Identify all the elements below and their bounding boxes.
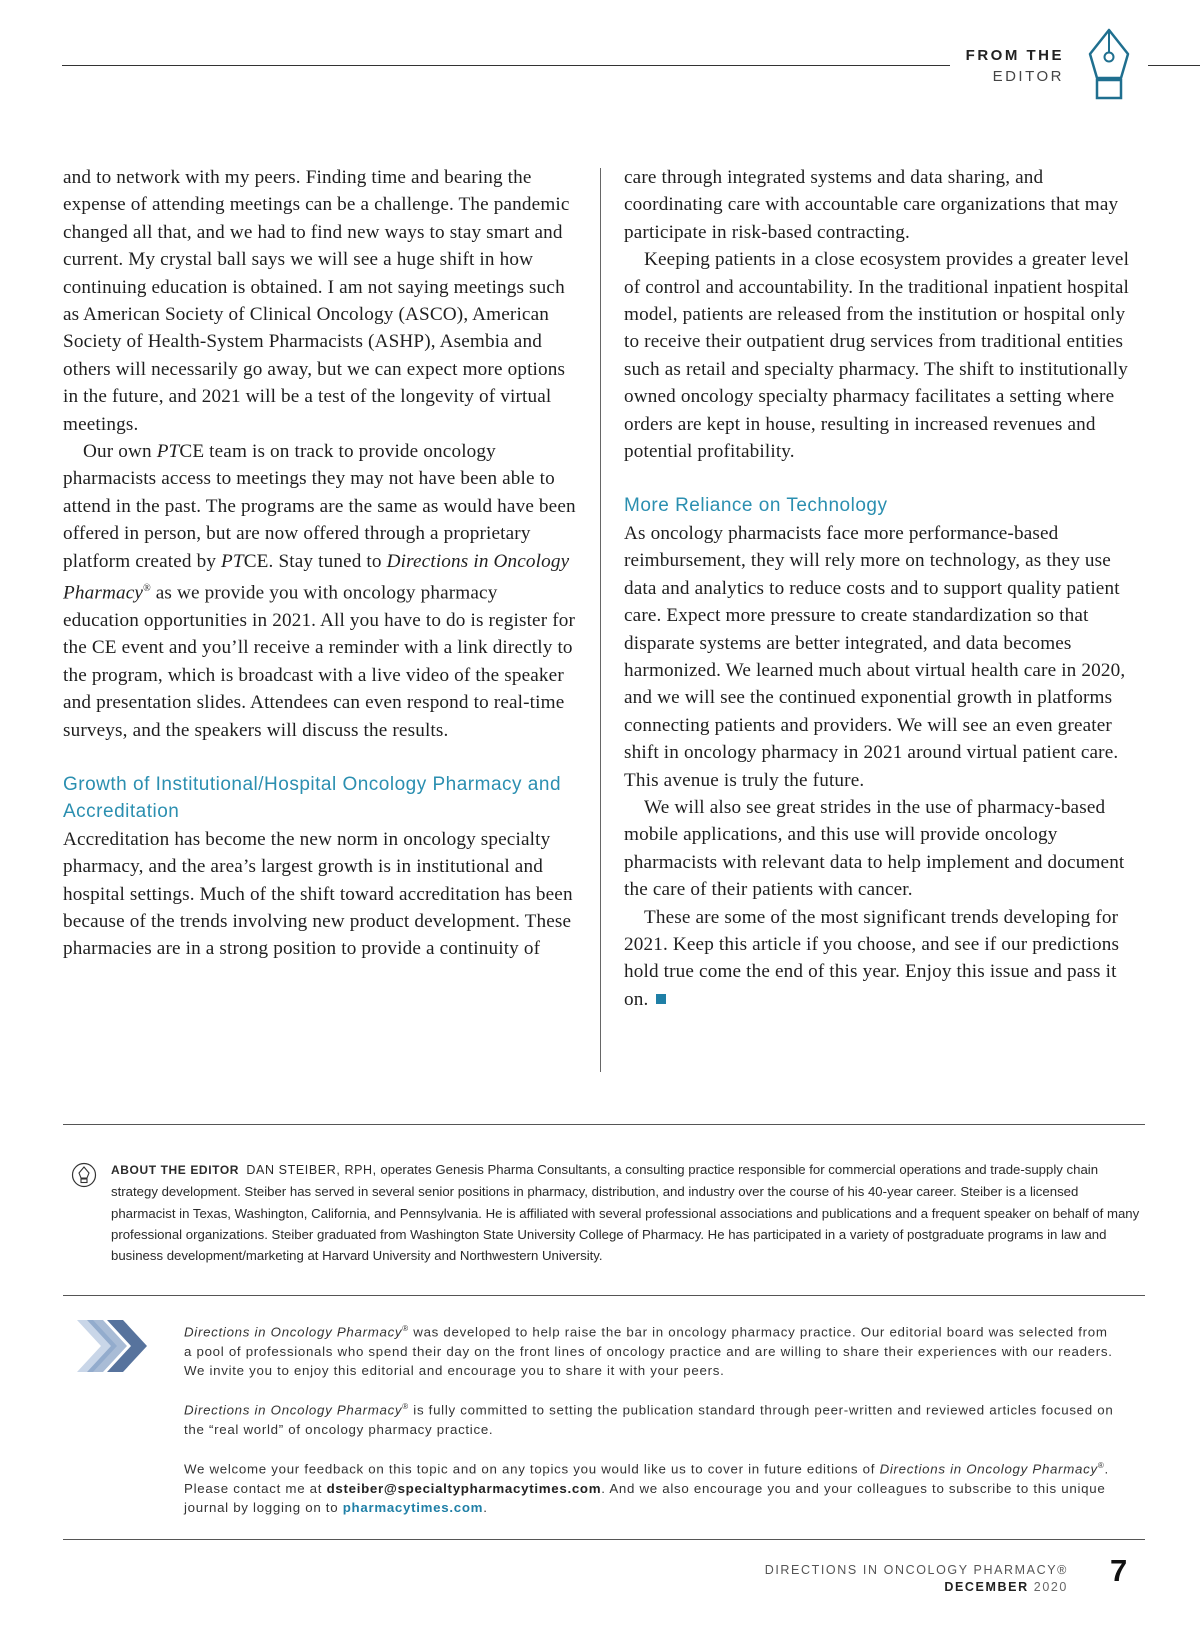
editorial-blurb (184, 1319, 1114, 1535)
about-label: ABOUT THE EDITOR (111, 1163, 240, 1177)
section-label-line1: FROM THE (965, 47, 1064, 64)
website-link[interactable]: pharmacytimes.com (342, 1500, 484, 1516)
issue-year: 2020 (1033, 1580, 1068, 1594)
blurb-paragraph: Directions in Oncology Pharmacy® is fully committed to setting the publication standard through peer-written and reviewed articles focused on the “real world” of oncology pharmacy practice. (184, 1402, 1114, 1438)
pen-nib-icon (71, 1162, 97, 1188)
section-label (966, 45, 1064, 87)
page-number: 7 (1110, 1553, 1128, 1588)
section-heading: More Reliance on Technology (624, 495, 888, 517)
body-paragraph: As oncology pharmacists face more performance-based reimbursement, they will rely more on technology, as they use data and analytics to reduce costs and to support quality patient care. Expect more pressure to create standardization so that disparate systems are better integrated, and data becomes harmonized. We learned much about virtual health care in 2020, and we will see the continued exponential growth in platforms connecting patients and providers. We will see an even greater shift in oncology pharmacy in 2021 around virtual patient care. This avenue is truly the future. (624, 522, 1126, 791)
publication-name: DIRECTIONS IN ONCOLOGY PHARMACY® (764, 1563, 1068, 1577)
left-column (63, 164, 577, 963)
issue-month: DECEMBER (944, 1580, 1029, 1594)
right-column (624, 164, 1144, 1013)
section-label-line2: EDITOR (992, 68, 1064, 85)
chevrons-icon (77, 1320, 161, 1372)
about-rule-bottom (63, 1295, 1145, 1296)
footer-publication (765, 1562, 1068, 1596)
body-paragraph: Our own PTCE team is on track to provide oncology pharmacists access to meetings they may not have been able to attend in the past. The programs are the same as would have been offered in person, but are now offered through a proprietary platform created by PTCE. Stay tuned to Directions in Oncology Pharmacy® as we provide you with oncology pharmacy education opportunities in 2021. All you have to do is register for the CE event and you’ll receive a reminder with a link directly to the program, which is broadcast with a live video of the speaker and presentation slides. Attendees can even respond to real-time surveys, and the speakers will discuss the results. (63, 441, 576, 741)
footer-rule (63, 1539, 1145, 1540)
body-paragraph: Accreditation has become the new norm in oncology specialty pharmacy, and the area’s largest growth is in institutional and hospital settings. Much of the shift toward accreditation has been because of the trends involving new product development. These pharmacies are in a strong position to provide a continuity of (63, 828, 573, 960)
about-rule-top (63, 1124, 1145, 1125)
editor-bio: operates Genesis Pharma Consultants, a consulting practice responsible for commercial operations and trade-supply chain strategy development. Steiber has served in several senior positions in pharmacy, distribution, and industry over the course of his 40-year career. Steiber is a licensed pharmacist in Texas, Washington, California, and Pennsylvania. He is affiliated with several professional associations and publications and a frequent speaker on behalf of many professional organizations. Steiber graduated from Washington State University College of Pharmacy. He has participated in a variety of postgraduate programs in law and business development/marketing at Harvard University and Northwestern University. (111, 1162, 1140, 1264)
blurb-paragraph: We welcome your feedback on this topic and on any topics you would like us to cover in future editions of Directions in Oncology Pharmacy®. Please contact me at dsteiber@specialtypharmacytimes.com. And we also encourage you and your colleagues to subscribe to this unique journal by logging on to pharmacytimes.com. (184, 1461, 1109, 1516)
body-paragraph: and to network with my peers. Finding time and bearing the expense of attending meetings can be a challenge. The pandemic changed all that, and we had to find new ways to stay smart and current. My crystal ball says we will see a huge shift in how continuing education is obtained. I am not saying meetings such as American Society of Clinical Oncology (ASCO), American Society of Health-System Pharmacists (ASHP), Asembia and others will necessarily go away, but we can expect more options in the future, and 2021 will be a test of the longevity of virtual meetings. (63, 167, 570, 435)
header-rule-left (62, 65, 950, 66)
header-rule-right (1148, 65, 1200, 66)
pen-nib-icon (1086, 28, 1132, 104)
email-link[interactable]: dsteiber@specialtypharmacytimes.com (326, 1481, 602, 1497)
body-paragraph: care through integrated systems and data sharing, and coordinating care with accountable care organizations that may participate in risk-based contracting. (624, 167, 1119, 243)
blurb-paragraph: Directions in Oncology Pharmacy® was developed to help raise the bar in oncology pharmacy practice. Our editorial board was selected from a pool of professionals who spend their day on the front lines of oncology practice and are willing to share their experiences with our readers. We invite you to enjoy this editorial and encourage you to share it with your peers. (184, 1324, 1113, 1379)
column-divider (600, 168, 601, 1072)
body-paragraph: We will also see great strides in the use of pharmacy-based mobile applications, and this use will provide oncology pharmacists with relevant data to help implement and document the care of their patients with cancer. (624, 796, 1125, 901)
end-mark-icon (656, 994, 666, 1004)
about-editor (111, 1159, 1141, 1266)
body-paragraph: Keeping patients in a close ecosystem provides a greater level of control and accountability. In the traditional inpatient hospital model, patients are released from the institution or hospital only to receive their outpatient drug services from traditional entities such as retail and specialty pharmacy. The shift to institutionally owned oncology specialty pharmacy facilitates a setting where orders are kept in house, resulting in increased revenues and potential profitability. (624, 249, 1130, 463)
section-heading: Growth of Institutional/Hospital Oncology Pharmacy and Accreditation (63, 773, 562, 823)
body-paragraph: These are some of the most significant trends developing for 2021. Keep this article if you choose, and see if our predictions hold true come the end of this year. Enjoy this issue and pass it on. (624, 906, 1120, 1010)
editor-name: DAN STEIBER, RPH, (246, 1163, 377, 1177)
